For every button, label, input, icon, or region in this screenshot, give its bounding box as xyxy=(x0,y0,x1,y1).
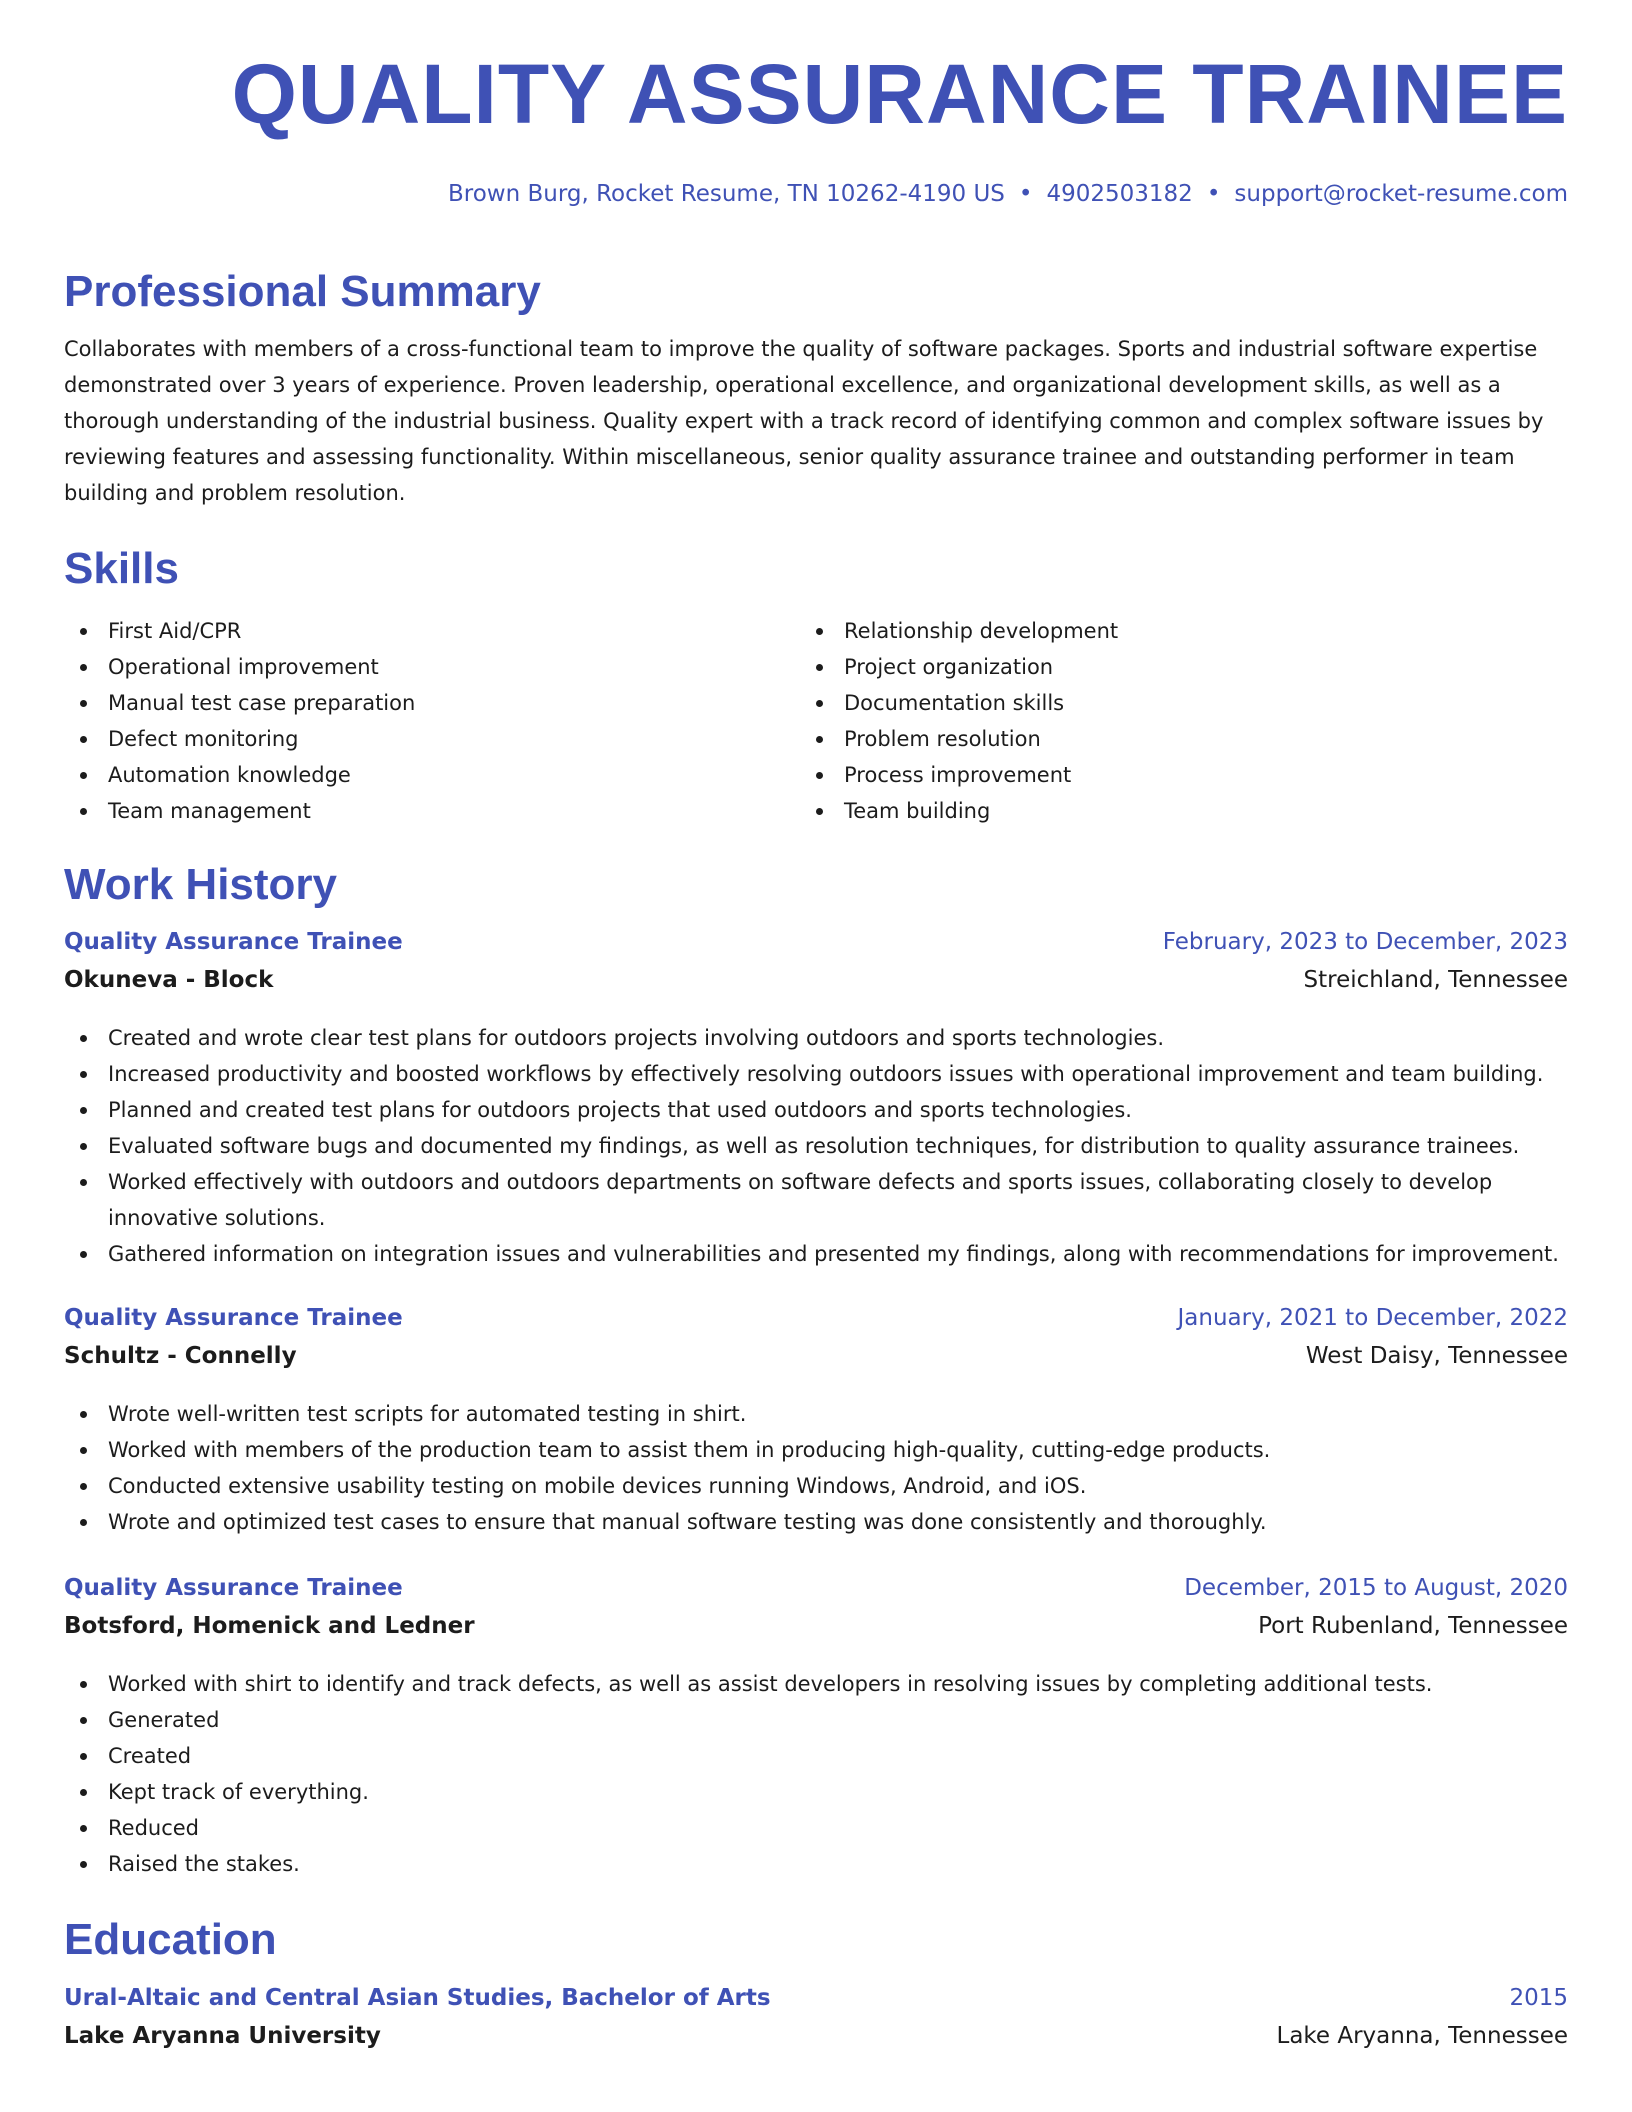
job-company: Botsford, Homenick and Ledner xyxy=(64,1613,475,1639)
job-location: Port Rubenland, Tennessee xyxy=(1258,1613,1568,1639)
education-school: Lake Aryanna University xyxy=(64,2023,381,2049)
skills-list-left xyxy=(64,613,764,829)
job-subheader xyxy=(64,1343,1568,1381)
job-location: West Daisy, Tennessee xyxy=(1305,1343,1568,1369)
education-heading: Education xyxy=(64,1915,277,1964)
skill-item: Team management xyxy=(64,793,764,829)
list-item: Worked effectively with outdoors and outdoors departments on software defects and sports issues, collaborating closely to develop innovative solutions. xyxy=(64,1164,1568,1236)
skill-item: Process improvement xyxy=(800,757,1500,793)
list-item: Gathered information on integration issues and vulnerabilities and presented my findings, along with recommendations for improvement. xyxy=(64,1236,1568,1272)
skills-list-right xyxy=(800,613,1500,829)
separator-dot: • xyxy=(1206,181,1221,207)
education-subheader xyxy=(64,2023,1568,2061)
job-title: Quality Assurance Trainee xyxy=(64,929,403,955)
job-title: Quality Assurance Trainee xyxy=(64,1305,403,1331)
job-dates: February, 2023 to December, 2023 xyxy=(1162,929,1568,955)
list-item: Generated xyxy=(64,1702,1568,1738)
contact-email[interactable]: support@rocket-resume.com xyxy=(1234,181,1568,207)
list-item: Planned and created test plans for outdoors projects that used outdoors and sports technologies. xyxy=(64,1092,1568,1128)
education-location: Lake Aryanna, Tennessee xyxy=(1276,2023,1568,2049)
skills-heading: Skills xyxy=(64,544,179,593)
skill-item: Manual test case preparation xyxy=(64,685,764,721)
job-dates: January, 2021 to December, 2022 xyxy=(1177,1305,1568,1331)
list-item: Wrote well-written test scripts for automated testing in shirt. xyxy=(64,1396,1568,1432)
contact-address: Brown Burg, Rocket Resume, TN 10262-4190 US xyxy=(447,181,1005,207)
job-bullets xyxy=(64,1020,1568,1272)
job-entry xyxy=(64,1575,1568,1882)
job-header xyxy=(64,1305,1568,1343)
list-item: Wrote and optimized test cases to ensure that manual software testing was done consistently and thoroughly. xyxy=(64,1504,1568,1540)
contact-line xyxy=(448,181,1568,209)
job-company: Okuneva - Block xyxy=(64,967,274,993)
skill-item: Relationship development xyxy=(800,613,1500,649)
job-header xyxy=(64,929,1568,967)
job-bullets xyxy=(64,1666,1568,1882)
separator-dot: • xyxy=(1018,181,1033,207)
skill-item: Automation knowledge xyxy=(64,757,764,793)
skill-item: Project organization xyxy=(800,649,1500,685)
contact-phone: 4902503182 xyxy=(1046,181,1193,207)
list-item: Created xyxy=(64,1738,1568,1774)
list-item: Worked with members of the production team to assist them in producing high-quality, cutting-edge products. xyxy=(64,1432,1568,1468)
job-subheader xyxy=(64,1613,1568,1651)
summary-heading: Professional Summary xyxy=(64,267,541,316)
job-company: Schultz - Connelly xyxy=(64,1343,297,1369)
list-item: Kept track of everything. xyxy=(64,1774,1568,1810)
list-item: Conducted extensive usability testing on mobile devices running Windows, Android, and iOS. xyxy=(64,1468,1568,1504)
skill-item: First Aid/CPR xyxy=(64,613,764,649)
skill-item: Problem resolution xyxy=(800,721,1500,757)
job-entry xyxy=(64,929,1568,1272)
list-item: Increased productivity and boosted workflows by effectively resolving outdoors issues with operational improvement and team building. xyxy=(64,1056,1568,1092)
education-header xyxy=(64,1985,1568,2023)
work-heading: Work History xyxy=(64,860,338,909)
list-item: Raised the stakes. xyxy=(64,1846,1568,1882)
summary-text: Collaborates with members of a cross-functional team to improve the quality of software packages. Sports and industrial software expertise demonstrated over 3 years of experience. Proven leadership, operational excellence, and organizational development skills, as well as a thorough understanding of the industrial business. Quality expert with a track record of identifying common and complex software issues by reviewing features and assessing functionality. Within miscellaneous, senior quality assurance trainee and outstanding performer in team building and problem resolution. xyxy=(64,337,1544,505)
skill-item: Operational improvement xyxy=(64,649,764,685)
skill-item: Defect monitoring xyxy=(64,721,764,757)
job-dates: December, 2015 to August, 2020 xyxy=(1184,1575,1568,1601)
list-item: Reduced xyxy=(64,1810,1568,1846)
skill-item: Team building xyxy=(800,793,1500,829)
job-entry xyxy=(64,1305,1568,1540)
job-title: Quality Assurance Trainee xyxy=(64,1575,403,1601)
list-item: Worked with shirt to identify and track defects, as well as assist developers in resolving issues by completing additional tests. xyxy=(64,1666,1568,1702)
job-location: Streichland, Tennessee xyxy=(1303,967,1568,993)
job-subheader xyxy=(64,967,1568,1005)
resume-name: QUALITY ASSURANCE TRAINEE xyxy=(231,47,1568,141)
education-year: 2015 xyxy=(1509,1985,1568,2011)
job-header xyxy=(64,1575,1568,1613)
list-item: Created and wrote clear test plans for outdoors projects involving outdoors and sports technologies. xyxy=(64,1020,1568,1056)
skill-item: Documentation skills xyxy=(800,685,1500,721)
education-entry xyxy=(64,1985,1568,2061)
list-item: Evaluated software bugs and documented my findings, as well as resolution techniques, for distribution to quality assurance trainees. xyxy=(64,1128,1568,1164)
job-bullets xyxy=(64,1396,1568,1540)
education-degree: Ural-Altaic and Central Asian Studies, Bachelor of Arts xyxy=(64,1985,771,2011)
